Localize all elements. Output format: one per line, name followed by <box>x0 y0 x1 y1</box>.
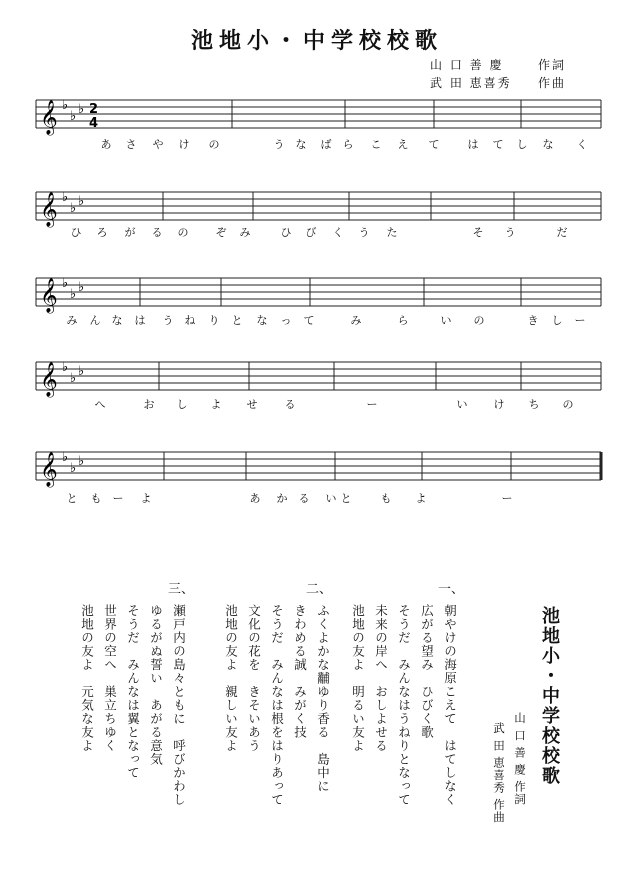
lyric-syllable: り <box>208 314 220 327</box>
lyric-line-3 <box>36 312 601 328</box>
lyric-syllable: き <box>527 314 539 327</box>
lyric-syllable: ろ <box>96 226 108 239</box>
lyric-syllable: し <box>551 314 563 327</box>
treble-clef-icon: 𝄞 <box>40 278 58 313</box>
song-title: 池地小・中学校校歌 <box>190 28 443 54</box>
lyric-syllable: く <box>576 138 588 151</box>
lyric-syllable: み <box>350 314 362 327</box>
composer-name: 武 田 恵喜秀 <box>430 76 512 90</box>
verse-line: 未来の岸へ おしよせる <box>373 604 389 753</box>
lyric-line-4 <box>36 396 601 412</box>
lyric-syllable: と <box>231 314 243 327</box>
lyric-syllable: な <box>295 138 307 151</box>
lyric-syllable: ー <box>574 314 586 327</box>
lyric-syllable: あ <box>249 492 261 505</box>
lyric-syllable: し <box>516 138 528 151</box>
composer-credit <box>430 74 566 91</box>
lyric-syllable: と <box>340 492 352 505</box>
lyric-syllable: ひ <box>280 226 292 239</box>
lyric-syllable: ち <box>528 398 540 411</box>
verses-composer: 武 田 恵喜秀 作曲 <box>492 722 506 824</box>
lyric-syllable: え <box>397 138 409 151</box>
lyric-syllable: な <box>111 314 123 327</box>
lyric-syllable: は <box>467 138 479 151</box>
lyric-syllable: と <box>66 492 78 505</box>
lyric-syllable: や <box>152 138 164 151</box>
lyric-syllable: し <box>176 398 188 411</box>
staff-line-1 <box>36 94 601 134</box>
composer-role: 作曲 <box>538 76 567 90</box>
verse-line: きわめる誠 みがく技 <box>292 604 308 739</box>
verse-line: 池地の友よ 明るい友よ <box>350 604 366 753</box>
lyric-syllable: あ <box>100 138 112 151</box>
lyric-syllable: て <box>492 138 504 151</box>
lyric-syllable: ら <box>342 138 354 151</box>
lyric-syllable: け <box>493 398 505 411</box>
lyric-syllable: の <box>562 398 574 411</box>
staff-line-4 <box>36 356 601 396</box>
treble-clef-icon: 𝄞 <box>40 100 58 135</box>
flat-icon: ♭ <box>70 201 77 216</box>
lyric-syllable: が <box>124 226 136 239</box>
verse-line: 池地の友よ 元気な友よ <box>79 604 95 753</box>
lyric-syllable: て <box>428 138 440 151</box>
lyric-syllable: よ <box>140 492 152 505</box>
verse-line: 朝やけの海原こえて はてしなく <box>442 604 458 807</box>
lyric-syllable: み <box>239 226 251 239</box>
lyric-syllable: は <box>134 314 146 327</box>
lyric-line-5 <box>36 490 601 506</box>
flat-icon: ♭ <box>78 364 85 379</box>
lyric-syllable: ー <box>366 398 378 411</box>
flat-icon: ♭ <box>62 450 69 465</box>
lyric-line-2 <box>36 224 601 240</box>
lyric-syllable: ひ <box>70 226 82 239</box>
treble-clef-icon: 𝄞 <box>40 452 58 487</box>
flat-icon: ♭ <box>78 194 85 209</box>
flat-icon: ♭ <box>62 360 69 375</box>
lyric-syllable: へ <box>94 398 106 411</box>
verse-number: 三、 <box>168 582 195 597</box>
lyric-syllable: お <box>143 398 155 411</box>
verse-line: そうだ みんなはうねりとなって <box>396 604 412 807</box>
lyric-syllable: そ <box>472 226 484 239</box>
lyric-syllable: の <box>208 138 220 151</box>
flat-icon: ♭ <box>62 190 69 205</box>
lyric-syllable: よ <box>415 492 427 505</box>
lyric-syllable: る <box>151 226 163 239</box>
verses-title: 池地小・中学校校歌 <box>539 606 560 786</box>
verse-line: 瀬戸内の島々ともに 呼びかわし <box>171 604 187 807</box>
lyricist-role: 作詞 <box>538 58 567 72</box>
lyric-syllable: か <box>276 492 288 505</box>
treble-clef-icon: 𝄞 <box>40 192 58 227</box>
time-signature-digit: 4 <box>89 116 99 131</box>
lyric-syllable: う <box>162 314 174 327</box>
lyric-syllable: ら <box>397 314 409 327</box>
flat-icon: ♭ <box>78 102 85 117</box>
flat-icon: ♭ <box>78 454 85 469</box>
verses-lyricist: 山 口 善 慶 作詞 <box>513 712 527 806</box>
flat-icon: ♭ <box>62 276 69 291</box>
lyric-syllable: み <box>66 314 78 327</box>
verse-line: 池地の友よ 親しい友よ <box>223 604 239 753</box>
verse-line: 文化の花を きそいあう <box>246 604 262 753</box>
lyric-syllable: ー <box>112 492 124 505</box>
verse-line: そうだ みんなは根をはりあって <box>269 604 285 807</box>
verse-line: ゆるがぬ誓い あがる意気 <box>148 604 164 766</box>
lyric-syllable: て <box>303 314 315 327</box>
flat-icon: ♭ <box>70 109 77 124</box>
flat-icon: ♭ <box>78 280 85 295</box>
flat-icon: ♭ <box>70 371 77 386</box>
lyric-syllable: う <box>504 226 516 239</box>
lyric-syllable: い <box>440 314 452 327</box>
staff-line-3 <box>36 272 601 312</box>
lyric-syllable: の <box>177 226 189 239</box>
lyric-syllable: る <box>284 398 296 411</box>
staff-line-5 <box>36 446 601 486</box>
lyricist-name: 山 口 善 慶 <box>430 58 504 72</box>
time-signature-digit: 2 <box>89 102 99 117</box>
flat-icon: ♭ <box>70 461 77 476</box>
lyric-syllable: な <box>256 314 268 327</box>
lyric-syllable: る <box>298 492 310 505</box>
lyric-syllable: く <box>332 226 344 239</box>
verse-number: 二、 <box>306 582 333 597</box>
staff-line-2 <box>36 186 601 226</box>
lyric-syllable: も <box>380 492 392 505</box>
lyric-syllable: さ <box>125 138 137 151</box>
lyric-syllable: ね <box>184 314 196 327</box>
lyricist-credit <box>430 56 566 73</box>
lyric-syllable: ん <box>89 314 101 327</box>
lyric-syllable: た <box>386 226 398 239</box>
lyric-syllable: こ <box>370 138 382 151</box>
treble-clef-icon: 𝄞 <box>40 362 58 397</box>
verse-line: ふくよかな黼ゆり香る 島中に <box>315 604 331 793</box>
lyric-syllable: も <box>90 492 102 505</box>
lyric-syllable: ぞ <box>215 226 227 239</box>
lyric-syllable: よ <box>210 398 222 411</box>
flat-icon: ♭ <box>70 287 77 302</box>
lyric-syllable: っ <box>280 314 292 327</box>
lyric-syllable: ー <box>501 492 513 505</box>
lyric-syllable: う <box>273 138 285 151</box>
verse-line: そうだ みんなは翼となって <box>125 604 141 780</box>
verse-line: 世界の空へ 巣立ちゆく <box>102 604 118 753</box>
lyric-syllable: い <box>325 492 337 505</box>
lyric-syllable: せ <box>246 398 258 411</box>
lyric-syllable: の <box>473 314 485 327</box>
verse-number: 一、 <box>438 582 465 597</box>
lyric-syllable: け <box>178 138 190 151</box>
flat-icon: ♭ <box>62 98 69 113</box>
lyric-syllable: う <box>358 226 370 239</box>
verse-line: 広がる望み ひびく歌 <box>419 604 435 739</box>
lyric-syllable: ば <box>320 138 332 151</box>
lyric-syllable: だ <box>556 226 568 239</box>
lyric-syllable: い <box>456 398 468 411</box>
lyric-syllable: び <box>305 226 317 239</box>
lyric-line-1 <box>36 136 601 152</box>
lyric-syllable: な <box>542 138 554 151</box>
